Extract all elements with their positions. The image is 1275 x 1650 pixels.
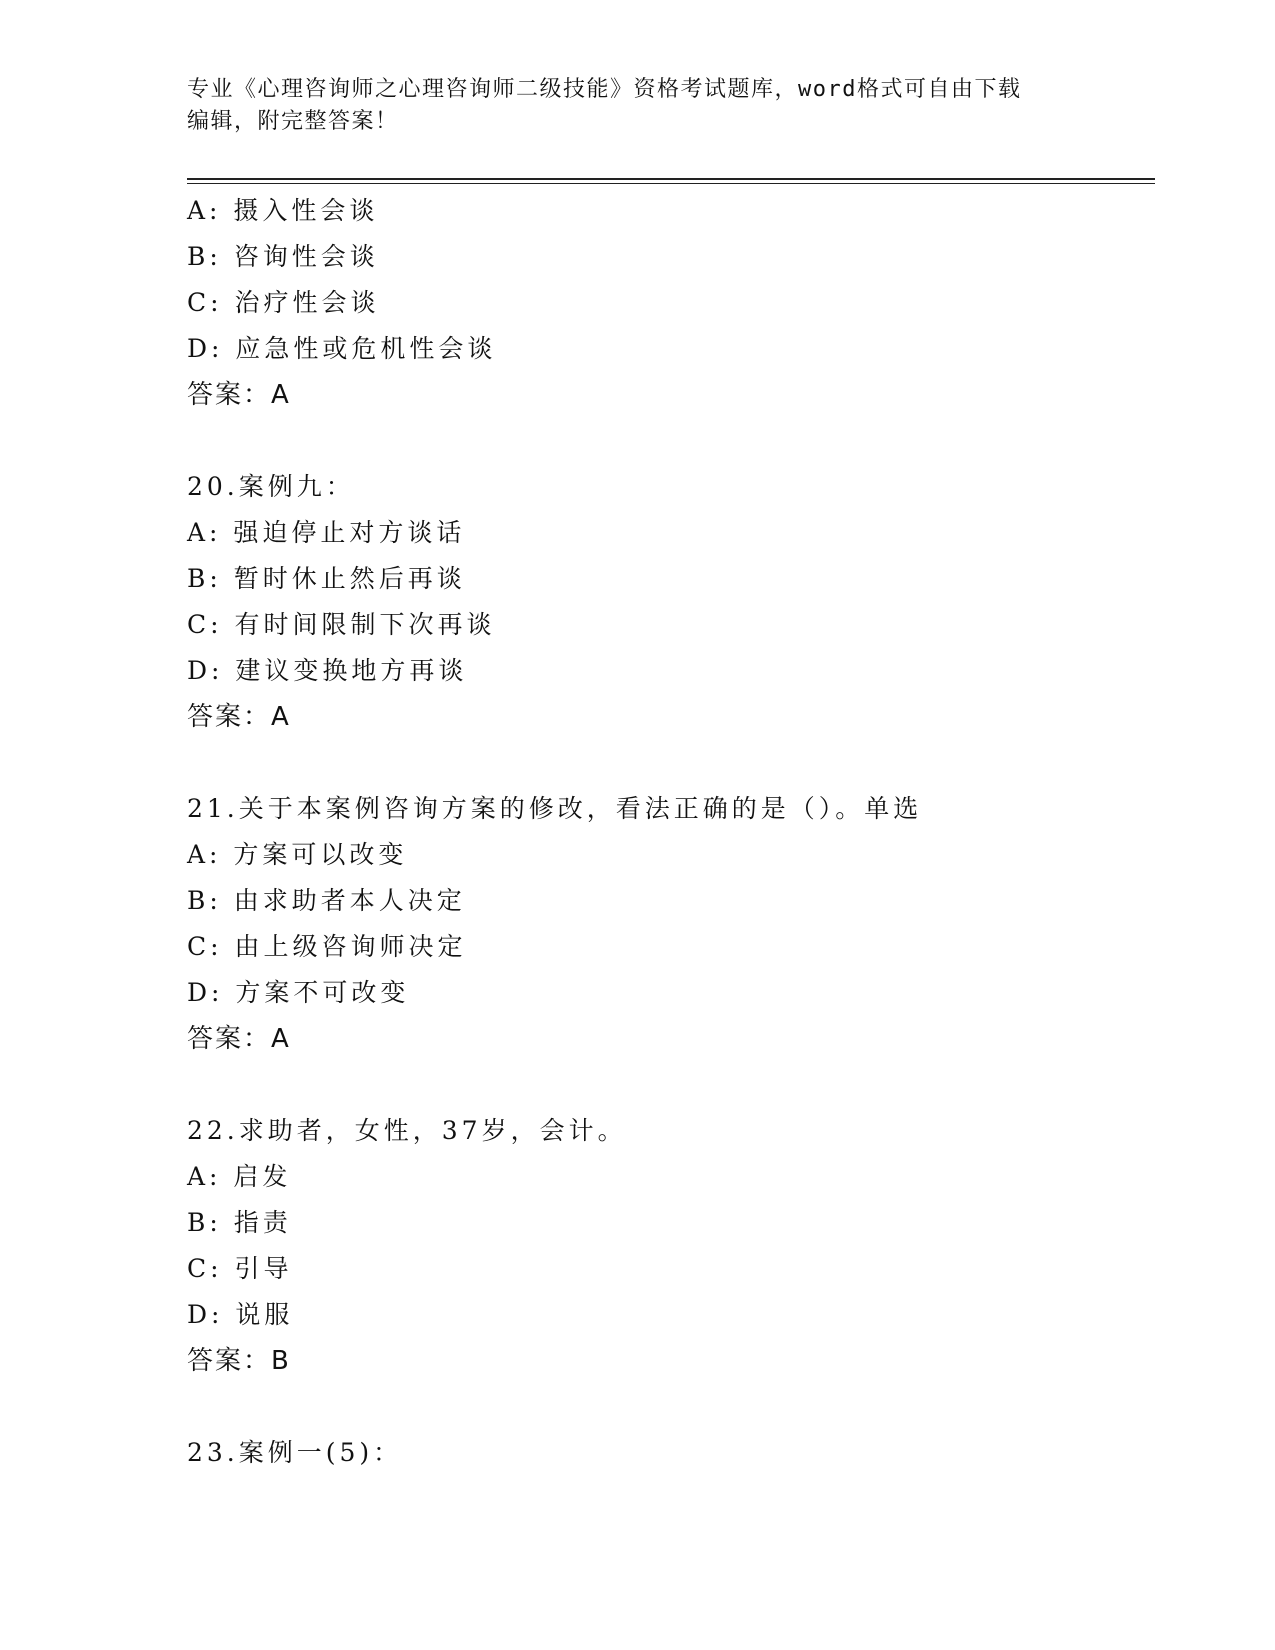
answer: 答案：A bbox=[187, 380, 291, 410]
option-a: A: 方案可以改变 bbox=[187, 840, 408, 869]
option-d: D: 建议变换地方再谈 bbox=[187, 656, 468, 685]
question-text: 22.求助者，女性，37岁，会计。 bbox=[187, 1116, 627, 1145]
question-text: 20.案例九： bbox=[187, 472, 355, 501]
answer: 答案：A bbox=[187, 702, 291, 732]
document-header bbox=[187, 74, 1087, 138]
header-rule-thick bbox=[187, 178, 1155, 180]
option-b: B: 咨询性会谈 bbox=[187, 242, 379, 271]
option-c: C: 有时间限制下次再谈 bbox=[187, 610, 496, 639]
question-block-20 bbox=[187, 464, 1147, 740]
header-rule-thin bbox=[187, 183, 1155, 184]
question-block-22 bbox=[187, 1108, 1147, 1384]
question-text: 21.关于本案例咨询方案的修改，看法正确的是（）。单选 bbox=[187, 794, 923, 823]
option-c: C: 引导 bbox=[187, 1254, 293, 1283]
answer: 答案：A bbox=[187, 1024, 291, 1054]
question-block-21 bbox=[187, 786, 1147, 1062]
option-a: A: 摄入性会谈 bbox=[187, 196, 379, 225]
question-text: 23.案例一(5)： bbox=[187, 1438, 403, 1467]
header-line-1: 专业《心理咨询师之心理咨询师二级技能》资格考试题库，word格式可自由下载 bbox=[187, 77, 1022, 102]
option-c: C: 由上级咨询师决定 bbox=[187, 932, 467, 961]
header-line-2: 编辑，附完整答案！ bbox=[187, 109, 399, 134]
answer: 答案：B bbox=[187, 1346, 291, 1376]
question-block-19 bbox=[187, 188, 1147, 418]
spacer bbox=[187, 1062, 1147, 1108]
spacer bbox=[187, 1384, 1147, 1430]
option-a: A: 强迫停止对方谈话 bbox=[187, 518, 466, 547]
spacer bbox=[187, 740, 1147, 786]
question-block-23 bbox=[187, 1430, 1147, 1476]
option-c: C: 治疗性会谈 bbox=[187, 288, 380, 317]
option-d: D: 应急性或危机性会谈 bbox=[187, 334, 497, 363]
option-b: B: 暂时休止然后再谈 bbox=[187, 564, 466, 593]
option-b: B: 指责 bbox=[187, 1208, 292, 1237]
option-d: D: 说服 bbox=[187, 1300, 294, 1329]
question-list bbox=[187, 188, 1147, 1476]
option-a: A: 启发 bbox=[187, 1162, 292, 1191]
option-d: D: 方案不可改变 bbox=[187, 978, 410, 1007]
spacer bbox=[187, 418, 1147, 464]
option-b: B: 由求助者本人决定 bbox=[187, 886, 466, 915]
